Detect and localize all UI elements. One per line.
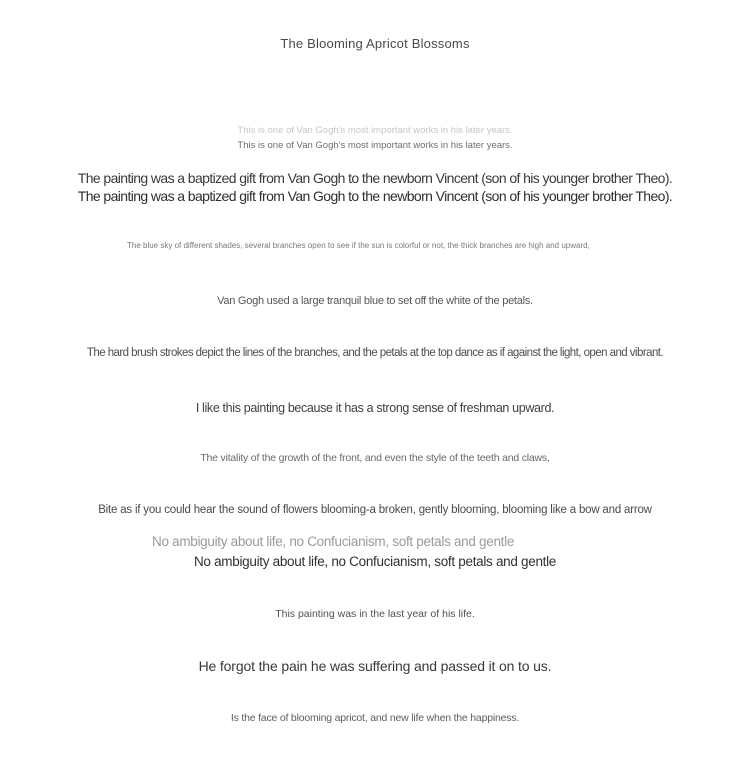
paragraph-later-years: This is one of Van Gogh's most important works in his later years.: [237, 140, 513, 151]
paragraph-no-ambiguity: No ambiguity about life, no Confucianism, soft petals and gentle: [193, 554, 557, 569]
clipped-text-artifact-top: [0, 125, 750, 137]
paragraph-blooming-face: Is the face of blooming apricot, and new life when the happiness.: [230, 712, 520, 724]
paragraph-vitality: The vitality of the growth of the front, and even the style of the teeth and claws,: [200, 452, 550, 464]
page-title: The Blooming Apricot Blossoms: [280, 36, 470, 51]
paragraph-baptized-gift: The painting was a baptized gift from Van Gogh to the newborn Vincent (son of his younger brother Theo).: [77, 188, 673, 204]
paragraph-i-like: I like this painting because it has a strong sense of freshman upward.: [195, 401, 555, 415]
paragraph-forgot-pain: He forgot the pain he was suffering and passed it on to us.: [198, 658, 552, 674]
clipped-text-artifact-low: [152, 534, 596, 550]
clipped-text-fragment: No ambiguity about life, no Confucianism, soft petals and gentle: [152, 534, 515, 549]
paragraph-brush-strokes: The hard brush strokes depict the lines of the branches, and the petals at the top dance as if against the light, open and vibrant.: [86, 347, 664, 359]
clipped-text-fragment: This is one of Van Gogh's most important works in his later years.: [237, 125, 513, 136]
paragraph-last-year: This painting was in the last year of his life.: [275, 608, 475, 620]
paragraph-tranquil-blue: Van Gogh used a large tranquil blue to set off the white of the petals.: [217, 295, 533, 307]
paragraph-blue-sky: The blue sky of different shades, several branches open to see if the sun is colorful or not, the thick branches are high and upward,: [127, 241, 590, 250]
paragraph-bite: Bite as if you could hear the sound of flowers blooming-a broken, gently blooming, blooming like a bow and arrow: [98, 504, 652, 516]
clipped-text-fragment: The painting was a baptized gift from Van Gogh to the newborn Vincent (son of his younger brother Theo).: [77, 170, 673, 186]
